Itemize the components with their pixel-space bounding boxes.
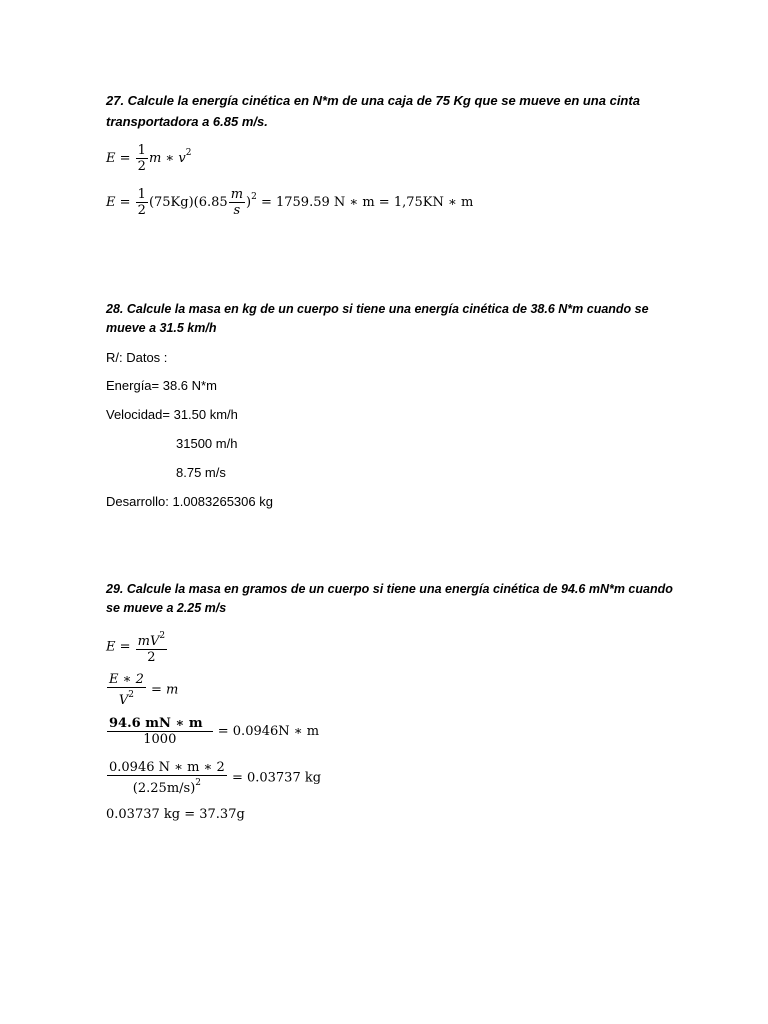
q27-f2-lhs: E =: [106, 195, 131, 210]
q28-title-line2: mueve a 31.5 km/h: [106, 321, 217, 335]
q29-title-line2: se mueve a 2.25 m/s: [106, 601, 227, 615]
q27-f2-mid: (75Kg)(6.85: [148, 195, 228, 210]
q27-f2-unit-fraction: $\frac{m}{s}$: [230, 187, 244, 218]
q28-datos: R/: Datos :: [106, 350, 168, 365]
q27-f2-result: = 1759.59 N ∗ m = 1,75KN ∗ m: [256, 195, 474, 210]
q27-f1-rhs: m ∗ v: [148, 151, 186, 166]
q27-formula-1: E = $\frac{1}{2}$ m ∗ $v^2$: [106, 143, 192, 174]
q28-velocidad-ms: 8.75 m/s: [176, 465, 226, 480]
q29-formula-3: $\frac{94.6 mN ∗ m}{1000}$ = 0.0946N ∗ m: [109, 716, 320, 747]
q27-title-line2: transportadora a 6.85 m/s.: [106, 114, 268, 129]
q27-formula-2: E = $\frac{1}{2}$ (75Kg)(6.85 $\frac{m}{s}$ )$^2$ = 1759.59 N ∗ m = 1,75KN ∗ m: [106, 187, 474, 218]
q27-f1-lhs: E =: [106, 151, 131, 166]
q28-title-line1: 28. Calcule la masa en kg de un cuerpo si tiene una energía cinética de 38.6 N*m cuando se: [106, 302, 649, 316]
q29-f3-fraction: $\frac{94.6 mN ∗ m}{1000}$: [107, 716, 213, 747]
q29-title-line1: 29. Calcule la masa en gramos de un cuerpo si tiene una energía cinética de 94.6 mN*m cuando: [106, 582, 673, 596]
q29-formula-4: $\frac{0.0946 N ∗ m ∗ 2}{(2.25m/s)^2}$ = 0.03737 kg: [109, 760, 322, 796]
q29-f1-fraction: $\frac{mV^2}{2}$: [137, 631, 166, 665]
q27-f2-fraction: $\frac{1}{2}$: [137, 187, 146, 218]
q27-f1-fraction: $\frac{1}{2}$: [137, 143, 146, 174]
q28-velocidad-mh: 31500 m/h: [176, 436, 238, 451]
q28-desarrollo: Desarrollo: 1.0083265306 kg: [106, 494, 273, 509]
q29-formula-1: E = $\frac{mV^2}{2}$: [106, 631, 166, 665]
q29-f4-fraction: $\frac{0.0946 N ∗ m ∗ 2}{(2.25m/s)^2}$: [109, 760, 225, 796]
q29-formula-2: $\frac{E ∗ 2}{V^2}$ = m: [109, 672, 179, 708]
q28-velocidad: Velocidad= 31.50 km/h: [106, 407, 238, 422]
q29-formula-5: 0.03737 kg = 37.37g: [106, 807, 245, 822]
q29-f2-fraction: $\frac{E ∗ 2}{V^2}$: [109, 672, 144, 708]
q28-energia: Energía= 38.6 N*m: [106, 378, 217, 393]
q27-title-line1: 27. Calcule la energía cinética en N*m de una caja de 75 Kg que se mueve en una cinta: [106, 93, 640, 108]
